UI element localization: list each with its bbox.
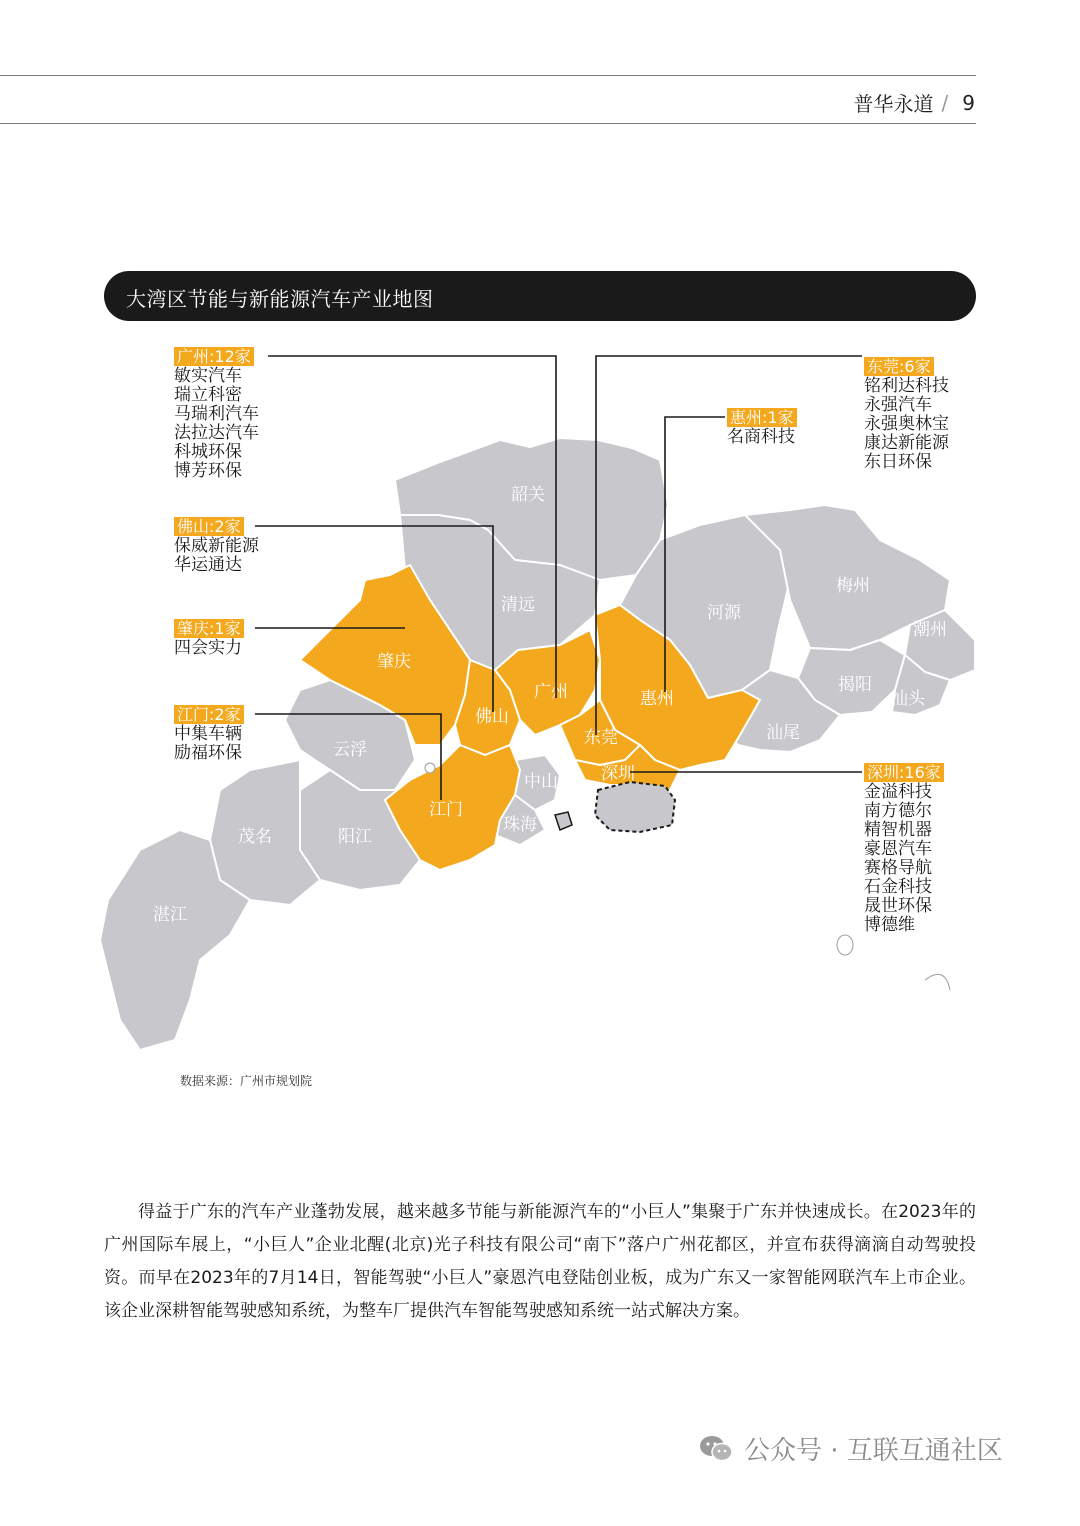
legend-tag-shenzhen: 深圳:16家 <box>864 763 944 782</box>
legend-company: 晟世环保 <box>864 896 932 916</box>
legend-company: 铭利达科技 <box>864 376 949 396</box>
legend-tag-jiangmen: 江门:2家 <box>174 705 244 724</box>
legend-huizhou <box>727 408 797 447</box>
legend-company: 名商科技 <box>727 427 795 447</box>
city-label-shanwei: 汕尾 <box>766 723 800 743</box>
city-label-zhongshan: 中山 <box>524 772 558 792</box>
header-separator: / <box>941 90 949 115</box>
legend-tag-zhaoqing: 肇庆:1家 <box>174 619 244 638</box>
city-label-shaoguan: 韶关 <box>511 485 545 505</box>
city-label-meizhou: 梅州 <box>836 576 870 596</box>
legend-company: 石金科技 <box>864 877 932 897</box>
legend-company: 南方德尔 <box>864 801 932 821</box>
legend-company: 永强汽车 <box>864 395 932 415</box>
watermark-text: 公众号 · 互联互通社区 <box>744 1436 1003 1466</box>
legend-guangzhou <box>174 347 259 481</box>
legend-company: 中集车辆 <box>174 724 242 744</box>
legend-company: 四会实力 <box>174 638 242 658</box>
legend-shenzhen <box>864 763 944 935</box>
legend-tag-huizhou: 惠州:1家 <box>727 408 797 427</box>
city-label-foshan: 佛山 <box>475 707 509 727</box>
legend-company: 永强奥林宝 <box>864 414 949 434</box>
body-text <box>104 1196 976 1328</box>
hong-kong-outline <box>555 782 675 832</box>
source-note: 数据来源：广州市规划院 <box>180 1074 313 1088</box>
legend-company: 康达新能源 <box>864 433 949 453</box>
city-label-zhaoqing: 肇庆 <box>377 652 411 672</box>
city-label-heyuan: 河源 <box>707 603 741 623</box>
city-label-zhuhai: 珠海 <box>503 815 537 835</box>
legend-company: 豪恩汽车 <box>864 839 932 859</box>
city-label-qingyuan: 清远 <box>501 595 535 615</box>
legend-zhaoqing <box>174 619 244 658</box>
legend-company: 法拉达汽车 <box>174 423 259 443</box>
legend-jiangmen <box>174 705 244 763</box>
legend-company: 励福环保 <box>174 743 242 763</box>
legend-company: 精智机器 <box>864 820 932 840</box>
legend-company: 赛格导航 <box>864 858 932 878</box>
legend-company: 博芳环保 <box>174 461 242 481</box>
city-label-yunfu: 云浮 <box>333 740 367 760</box>
map-title: 大湾区节能与新能源汽车产业地图 <box>126 287 434 311</box>
legend-company: 马瑞利汽车 <box>174 404 259 424</box>
legend-foshan <box>174 517 259 575</box>
legend-dongguan <box>864 357 949 472</box>
legend-tag-foshan: 佛山:2家 <box>174 517 244 536</box>
watermark <box>698 1430 1003 1467</box>
city-label-maoming: 茂名 <box>238 827 272 847</box>
page-number: 9 <box>962 90 975 115</box>
legend-company: 华运通达 <box>174 555 242 575</box>
city-label-shantou: 汕头 <box>891 689 925 709</box>
legend-tag-guangzhou: 广州:12家 <box>174 347 254 366</box>
city-label-huizhou: 惠州 <box>640 689 674 709</box>
legend-company: 瑞立科密 <box>174 385 242 405</box>
city-label-shenzhen: 深圳 <box>601 764 635 784</box>
city-label-dongguan: 东莞 <box>584 728 618 748</box>
legend-company: 保威新能源 <box>174 536 259 556</box>
city-label-zhanjiang: 湛江 <box>153 905 187 925</box>
city-label-jiangmen: 江门 <box>429 800 463 820</box>
city-label-guangzhou: 广州 <box>534 682 568 702</box>
publication-name: 普华永道 <box>853 92 934 116</box>
body-paragraph: 得益于广东的汽车产业蓬勃发展，越来越多节能与新能源汽车的“小巨人”集聚于广东并快速成长。在2023年的广州国际车展上，“小巨人”企业北醒(北京)光子科技有限公司“南下”落户广州花都区，并宣布获得滴滴自动驾驶投资。而早在2023年的7月14日，智能驾驶“小巨人”豪恩汽电登陆创业板，成为广东又一家智能网联汽车上市企业。该企业深耕智能驾驶感知系统，为整车厂提供汽车智能驾驶感知系统一站式解决方案。 <box>104 1202 976 1321</box>
city-label-chaozhou: 潮州 <box>913 620 947 640</box>
legend-company: 博德维 <box>864 915 915 935</box>
legend-company: 东日环保 <box>864 452 932 472</box>
legend-company: 科城环保 <box>174 442 242 462</box>
legend-company: 敏实汽车 <box>174 366 242 386</box>
city-label-jieyang: 揭阳 <box>838 675 872 695</box>
legend-tag-dongguan: 东莞:6家 <box>864 357 934 376</box>
wechat-icon <box>698 1434 734 1464</box>
city-label-yangjiang: 阳江 <box>338 827 372 847</box>
legend-company: 金溢科技 <box>864 782 932 802</box>
